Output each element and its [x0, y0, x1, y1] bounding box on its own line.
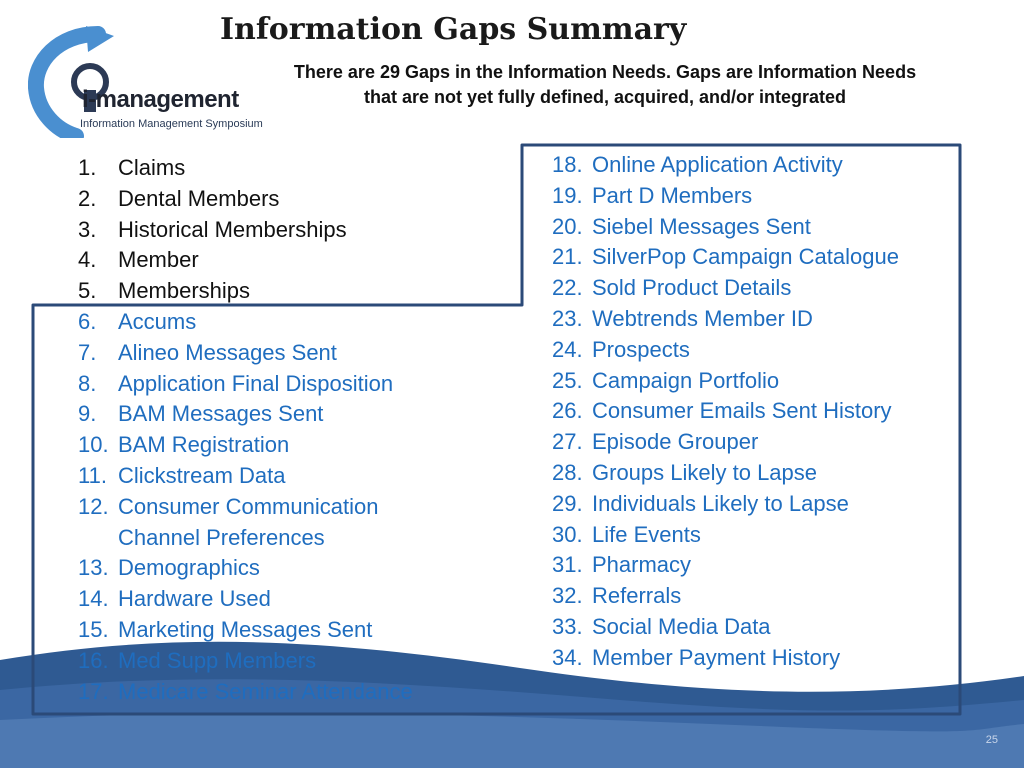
list-item-number: 9.: [78, 401, 97, 427]
list-item-number: 10.: [78, 432, 109, 458]
list-item-label: Individuals Likely to Lapse: [592, 490, 849, 516]
list-item: [78, 338, 518, 369]
list-item-label: Campaign Portfolio: [592, 367, 780, 393]
list-item: [78, 307, 518, 338]
list-item: [78, 430, 518, 461]
list-item-number: 11.: [78, 462, 107, 488]
list-item: [78, 153, 518, 184]
list-item-label: Channel Preferences: [118, 524, 325, 550]
list-item: [552, 581, 972, 612]
list-item: [78, 276, 518, 307]
list-item: [552, 366, 972, 397]
list-item: [78, 245, 518, 276]
list-item: [78, 584, 518, 615]
list-item: [78, 677, 518, 708]
list-item-label: Hardware Used: [118, 586, 271, 612]
gaps-list-left: [78, 153, 518, 707]
list-item-label: Accums: [118, 308, 197, 334]
list-item-number: 19.: [552, 182, 583, 208]
list-item-label: Episode Grouper: [592, 429, 759, 455]
list-item-number: 20.: [552, 213, 583, 239]
list-item-label: Medicare Seminar Attendance: [118, 678, 413, 704]
list-item: [78, 492, 518, 523]
list-item-number: 3.: [78, 216, 97, 242]
list-item-number: 23.: [552, 305, 583, 331]
list-item-label: Clickstream Data: [118, 462, 286, 488]
list-item: [552, 335, 972, 366]
gaps-list-right: [552, 150, 972, 674]
list-item-number: 29.: [552, 490, 583, 516]
list-item: [552, 612, 972, 643]
list-item: [78, 369, 518, 400]
list-item-number: 26.: [552, 398, 583, 424]
list-item-label: Member: [118, 247, 199, 273]
subtitle-line-1: There are 29 Gaps in the Information Needs. Gaps are Information Needs: [293, 62, 917, 82]
list-item: [78, 184, 518, 215]
list-item-number: 12.: [78, 493, 109, 519]
list-item: [78, 615, 518, 646]
list-item-label: Prospects: [592, 336, 690, 362]
list-item-number: 7.: [78, 339, 97, 365]
list-item-label: Consumer Communication: [118, 493, 379, 519]
list-item-label: Life Events: [592, 521, 701, 547]
subtitle-line-2: that are not yet fully defined, acquired, and/or integrated: [363, 87, 847, 107]
list-item: [552, 212, 972, 243]
list-item-number: 31.: [552, 552, 583, 578]
list-item: [78, 399, 518, 430]
list-item-label: Referrals: [592, 583, 682, 609]
list-item: [552, 643, 972, 674]
list-item: [78, 215, 518, 246]
list-item-number: 34.: [552, 644, 583, 670]
page-title: Information Gaps Summary: [220, 12, 687, 47]
list-item-number: 8.: [78, 370, 97, 396]
list-item-number: 30.: [552, 521, 583, 547]
list-item-number: 5.: [78, 278, 97, 304]
list-item-label: Pharmacy: [592, 552, 692, 578]
subtitle: [200, 60, 1010, 110]
list-item-label: Claims: [118, 155, 186, 180]
list-item-number: 21.: [552, 244, 583, 270]
list-item-number: 18.: [552, 152, 583, 177]
list-item-label: Webtrends Member ID: [592, 305, 813, 331]
list-item-number: 28.: [552, 459, 583, 485]
list-item-label: Social Media Data: [592, 613, 771, 639]
list-item-label: BAM Registration: [118, 432, 290, 458]
list-item: [552, 273, 972, 304]
list-item: [552, 550, 972, 581]
list-item-label: Demographics: [118, 555, 260, 581]
list-item-number: 16.: [78, 647, 109, 673]
list-item: [78, 553, 518, 584]
logo-wordmark: i-management: [82, 86, 239, 113]
list-item-number: 22.: [552, 275, 583, 301]
list-item-label: Marketing Messages Sent: [118, 616, 373, 642]
list-item: [78, 523, 518, 554]
list-item-number: 13.: [78, 555, 109, 581]
list-item: [552, 458, 972, 489]
list-item-label: Siebel Messages Sent: [592, 213, 811, 239]
list-item-label: Sold Product Details: [592, 275, 792, 301]
list-item-number: 25.: [552, 367, 583, 393]
list-item-number: 27.: [552, 429, 583, 455]
list-item: [552, 150, 972, 181]
list-item-number: 15.: [78, 616, 109, 642]
list-item-number: 32.: [552, 583, 583, 609]
list-item: [552, 489, 972, 520]
list-item-label: Member Payment History: [592, 644, 841, 670]
list-item-label: Med Supp Members: [118, 647, 317, 673]
list-item-number: 2.: [78, 185, 97, 211]
list-item-number: 33.: [552, 613, 583, 639]
list-item-number: 24.: [552, 336, 583, 362]
list-item: [552, 304, 972, 335]
list-item-label: BAM Messages Sent: [118, 401, 324, 427]
logo-tagline: Information Management Symposium: [80, 118, 263, 130]
list-item-label: Consumer Emails Sent History: [592, 398, 892, 424]
list-item: [552, 396, 972, 427]
list-item-number: 6.: [78, 308, 97, 334]
list-item-label: Online Application Activity: [592, 152, 843, 177]
list-item-label: Historical Memberships: [118, 216, 347, 242]
list-item-label: SilverPop Campaign Catalogue: [592, 244, 899, 270]
list-item-label: Application Final Disposition: [118, 370, 394, 396]
list-item-label: Part D Members: [592, 182, 753, 208]
list-item-number: 4.: [78, 247, 97, 273]
list-item-number: 17.: [78, 678, 109, 704]
list-item: [78, 461, 518, 492]
list-item: [552, 242, 972, 273]
list-item-number: 1.: [78, 155, 97, 180]
list-item: [552, 427, 972, 458]
list-item: [552, 181, 972, 212]
list-item-label: Alineo Messages Sent: [118, 339, 337, 365]
list-item: [552, 520, 972, 551]
list-item: [78, 646, 518, 677]
list-item-label: Groups Likely to Lapse: [592, 459, 818, 485]
list-item-number: 14.: [78, 586, 109, 612]
list-item-label: Memberships: [118, 278, 251, 304]
list-item-label: Dental Members: [118, 185, 280, 211]
page-number: 25: [985, 734, 998, 746]
